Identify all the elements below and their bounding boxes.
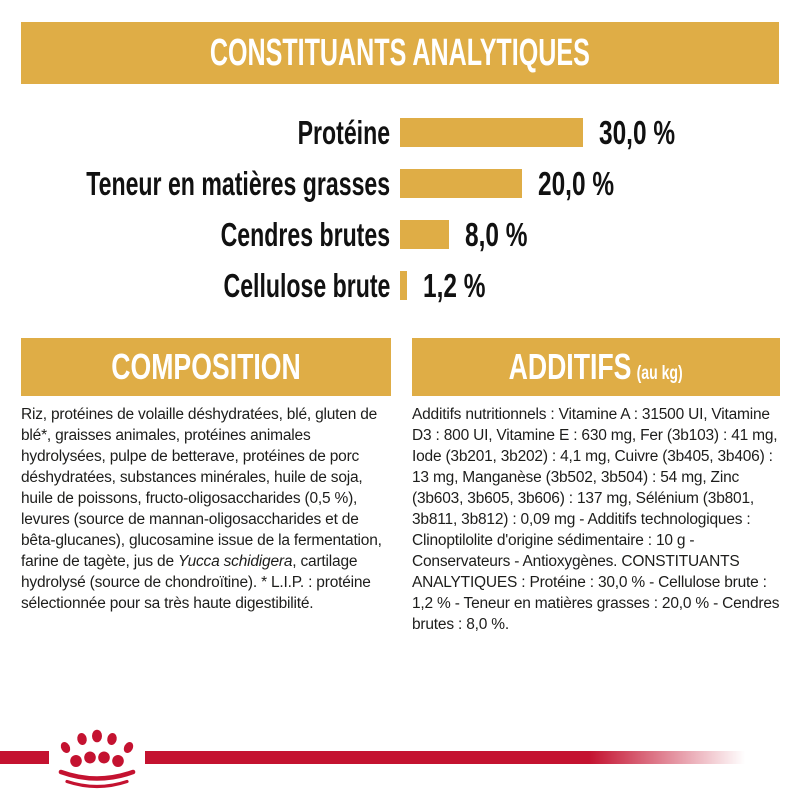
- composition-title: COMPOSITION: [111, 346, 301, 387]
- composition-text: [21, 404, 395, 614]
- chart-value-label: 20,0 %: [538, 164, 615, 202]
- chart-row: [0, 215, 800, 253]
- chart-bar: [400, 118, 583, 147]
- chart-value-label: 30,0 %: [599, 113, 676, 151]
- composition-text-part2: , cartilage hydrolysé (source de chondroïtine). * L.I.P. : protéine sélectionnée pour sa très haute digestibilité.: [21, 553, 371, 612]
- chart-row: [0, 113, 800, 151]
- composition-latin-name: Yucca schidigera: [178, 553, 293, 570]
- footer-stripe-right: [145, 751, 745, 764]
- chart-bar: [400, 271, 407, 300]
- royal-canin-crown-logo: [52, 726, 142, 792]
- chart-value-label: 8,0 %: [464, 215, 528, 253]
- chart-row: [0, 266, 800, 304]
- composition-banner: [21, 338, 391, 396]
- chart-bar: [400, 220, 449, 249]
- additives-unit-note: (au kg): [636, 363, 684, 384]
- chart-category-label: Cellulose brute: [223, 266, 390, 304]
- additives-text: Additifs nutritionnels : Vitamine A : 31500 UI, Vitamine D3 : 800 UI, Vitamine E : 630 mg, Fer (3b103) : 41 mg, Iode (3b201, 3b202) : 4,1 mg, Cuivre (3b405, 3b406) : 13 mg, Manganèse (3b502, 3b504) : 54 mg, Zinc (3b603, 3b605, 3b606) : 137 mg, Sélénium (3b801, 3b811, 3b812) : 0,09 mg - Additifs technologiques : Clinoptilolite d'origine sédimentaire : 10 g - Conservateurs - Antioxygènes. CONSTITUANTS ANALYTIQUES : Protéine : 30,0 % - Cellulose brute : 1,2 % - Teneur en matières grasses : 20,0 % - Cendres brutes : 8,0 %.: [412, 406, 780, 633]
- analytical-constituents-title: CONSTITUANTS ANALYTIQUES: [210, 31, 590, 74]
- chart-row: [0, 164, 800, 202]
- chart-category-label: Cendres brutes: [220, 215, 390, 253]
- additives-title: ADDITIFS: [508, 346, 632, 387]
- chart-category-label: Protéine: [297, 113, 390, 151]
- additives-banner: [412, 338, 780, 396]
- chart-bar: [400, 169, 522, 198]
- composition-text-part1: Riz, protéines de volaille déshydratées, blé, gluten de blé*, graisses animales, protéines animales hydrolysées, pulpe de betterave, protéines de porc déshydratées, substances minérales, huile de soja, huile de poissons, fructo-oligosaccharides (0,5 %), levures (source de mannan-oligosaccharides et de bêta-glucanes), glucosamine issue de la fermentation, farine de tagète, jus de: [21, 406, 382, 570]
- chart-category-label: Teneur en matières grasses: [86, 164, 390, 202]
- analytical-constituents-chart: [0, 0, 800, 330]
- chart-value-label: 1,2 %: [423, 266, 486, 304]
- footer-stripe-left: [0, 751, 49, 764]
